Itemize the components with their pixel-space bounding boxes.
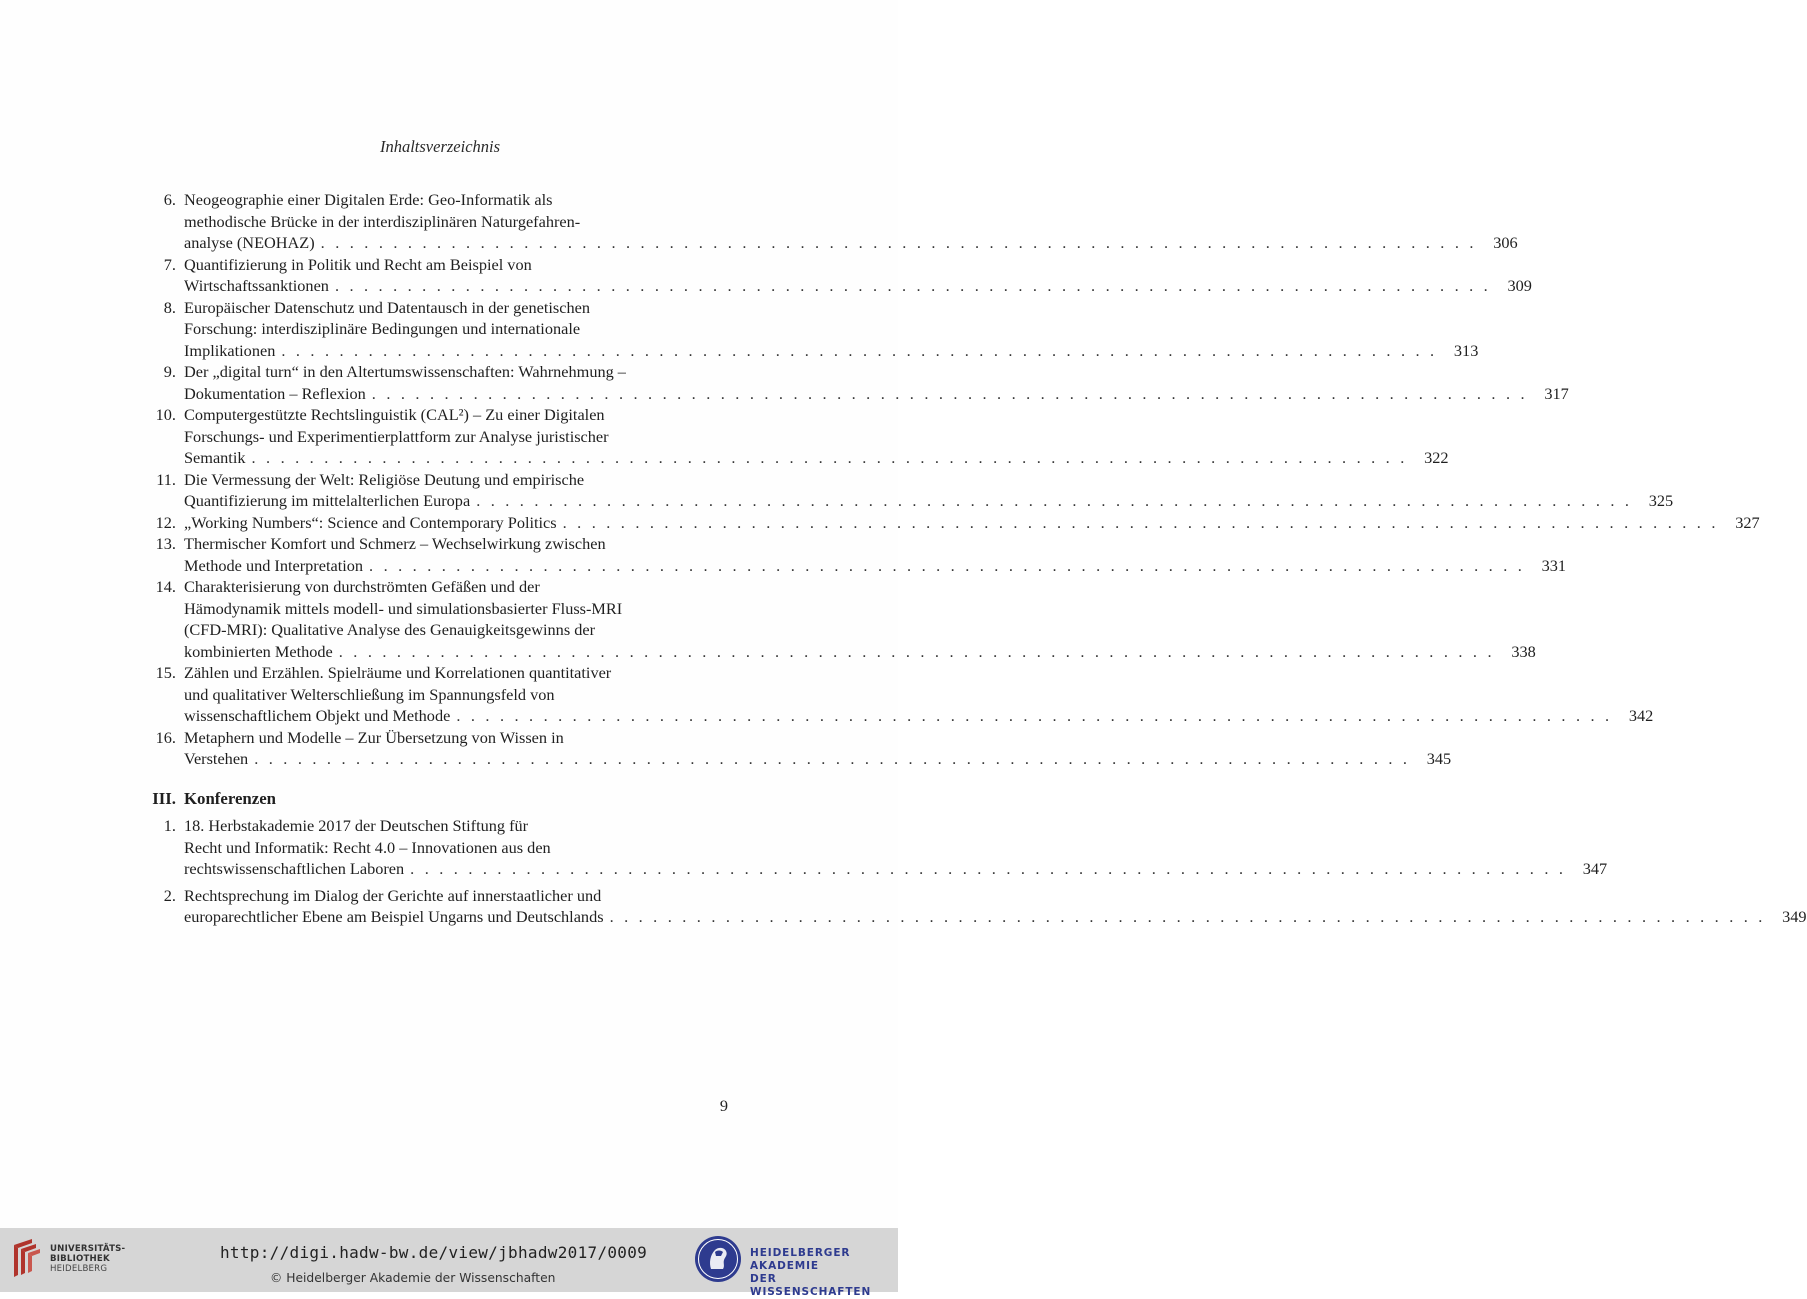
toc-entry[interactable]	[150, 662, 1654, 727]
hadw-line-1: HEIDELBERGER AKADEMIE	[750, 1247, 851, 1272]
toc-entry-title-line: Metaphern und Modelle – Zur Übersetzung von Wissen in	[184, 727, 564, 747]
toc-entry-title-line: wissenschaftlichem Objekt und Methode	[184, 706, 451, 725]
dot-leader: . . . . . . . . . . . . . . . . . . . . . . . . . . . . . . . . . . . . . . . . . . . . . . . . . . . . . . . . . . . . . . . . . . . . . . . . . . . . . . . .	[254, 749, 1411, 768]
toc-entry-number: 15.	[155, 663, 176, 682]
ub-line-1: UNIVERSITÄTS-	[50, 1244, 126, 1254]
dot-leader: . . . . . . . . . . . . . . . . . . . . . . . . . . . . . . . . . . . . . . . . . . . . . . . . . . . . . . . . . . . . . . . . . . . . . . . . . . . . . . . .	[369, 555, 1526, 575]
toc-entry-title-line: 18. Herbstakademie 2017 der Deutschen Stiftung für	[184, 816, 529, 835]
toc-entry-number: 9.	[163, 362, 176, 381]
toc-entry-title-line: Recht und Informatik: Recht 4.0 – Innovationen aus den	[184, 837, 551, 857]
toc-entry[interactable]	[150, 404, 1449, 469]
toc-entry-title-line: europarechtlicher Ebene am Beispiel Ungarns und Deutschlands	[184, 907, 604, 926]
toc-entry-title-line: (CFD-MRI): Qualitative Analyse des Genauigkeitsgewinns der	[184, 620, 596, 639]
toc-entry-title-line: Zählen und Erzählen. Spielräume und Korrelationen quantitativer	[184, 663, 612, 682]
toc-page-number: 325	[1648, 491, 1674, 510]
toc-page-number: 322	[1424, 448, 1449, 467]
toc-entry-title-line: Forschung: interdisziplinäre Bedingungen und internationale	[184, 319, 581, 338]
toc-entry-title-line: Implikationen	[184, 340, 276, 360]
toc-entry[interactable]	[150, 815, 1608, 880]
dot-leader: . . . . . . . . . . . . . . . . . . . . . . . . . . . . . . . . . . . . . . . . . . . . . . . . . . . . . . . . . . . . . . . . . . . . . . . . . . . . . . . .	[456, 706, 1613, 725]
ub-line-3: HEIDELBERG	[50, 1264, 108, 1274]
toc-entry-title-line: Der „digital turn“ in den Altertumswissenschaften: Wahrnehmung –	[184, 362, 626, 381]
toc-page-number: 331	[1541, 555, 1567, 575]
toc-entry-number: 10.	[155, 405, 176, 424]
toc-entry-title-line: Semantik	[184, 448, 246, 467]
dot-leader: . . . . . . . . . . . . . . . . . . . . . . . . . . . . . . . . . . . . . . . . . . . . . . . . . . . . . . . . . . . . . . . . . . . . . . . . . . . . . . . .	[609, 907, 1766, 926]
toc-entry-title-line: Methode und Interpretation	[184, 555, 364, 575]
toc-entry[interactable]	[150, 533, 1567, 576]
ub-line-2: BIBLIOTHEK	[50, 1254, 110, 1264]
toc-page-number: 317	[1544, 383, 1569, 403]
toc-entry-number: 1.	[163, 816, 176, 835]
toc-entry-title-line: Neogeographie einer Digitalen Erde: Geo-Informatik als	[184, 190, 553, 209]
toc-entry-title-line: Rechtsprechung im Dialog der Gerichte auf innerstaatlicher und	[184, 885, 602, 905]
dot-leader: . . . . . . . . . . . . . . . . . . . . . . . . . . . . . . . . . . . . . . . . . . . . . . . . . . . . . . . . . . . . . . . . . . . . . . . . . . . . . . . .	[562, 512, 1719, 532]
page-number: 9	[719, 1096, 728, 1115]
toc-entry-number: 16.	[155, 727, 176, 747]
toc-entry[interactable]	[150, 727, 1452, 770]
toc-entry[interactable]	[150, 297, 1479, 362]
hadw-wordmark[interactable]	[750, 1247, 898, 1299]
toc-entry-title-line: Quantifizierung im mittelalterlichen Europa	[184, 491, 471, 510]
toc-entry-title-line: „Working Numbers“: Science and Contemporary Politics	[184, 512, 557, 532]
toc-entry-number: 11.	[156, 469, 176, 489]
running-head: Inhaltsverzeichnis	[379, 137, 501, 156]
dot-leader: . . . . . . . . . . . . . . . . . . . . . . . . . . . . . . . . . . . . . . . . . . . . . . . . . . . . . . . . . . . . . . . . . . . . . . . . . . . . . . . .	[251, 448, 1408, 467]
toc-entry-title-line: Hämodynamik mittels modell- und simulationsbasierter Fluss-MRI	[184, 598, 623, 618]
toc-entry-title-line: Die Vermessung der Welt: Religiöse Deutung und empirische	[184, 469, 585, 489]
toc-entry-number: 6.	[163, 190, 176, 209]
ub-heidelberg-wordmark[interactable]	[50, 1244, 125, 1274]
toc-entry[interactable]	[150, 512, 1760, 534]
toc-entry-number: 7.	[163, 254, 176, 274]
toc-entry[interactable]	[150, 361, 1569, 404]
toc-page-number: 349	[1782, 907, 1807, 926]
toc-entry-title-line: und qualitativer Welterschließung im Spannungsfeld von	[184, 684, 555, 704]
toc-entry[interactable]	[150, 885, 1807, 928]
viewer-footer	[0, 1228, 898, 1298]
toc-page-number: 345	[1426, 749, 1452, 768]
toc-entry-number: 2.	[163, 885, 176, 905]
toc-entry-title-line: methodische Brücke in der interdisziplinären Naturgefahren-	[184, 211, 581, 231]
section-number: III.	[152, 788, 176, 808]
dot-leader: . . . . . . . . . . . . . . . . . . . . . . . . . . . . . . . . . . . . . . . . . . . . . . . . . . . . . . . . . . . . . . . . . . . . . . . . . . . . . . . .	[338, 641, 1495, 661]
toc-entry-title-line: Dokumentation – Reflexion	[184, 383, 366, 403]
toc-entry-title-line: rechtswissenschaftlichen Laboren	[184, 859, 405, 878]
section-title: Konferenzen	[184, 788, 276, 808]
dot-leader: . . . . . . . . . . . . . . . . . . . . . . . . . . . . . . . . . . . . . . . . . . . . . . . . . . . . . . . . . . . . . . . . . . . . . . . . . . . . . . . .	[334, 276, 1491, 295]
toc-entry-title-line: Charakterisierung von durchströmten Gefäßen und der	[184, 577, 540, 596]
toc-entry[interactable]	[150, 189, 1518, 254]
copyright-notice: © Heidelberger Akademie der Wissenschaften	[270, 1271, 556, 1285]
hadw-seal-icon[interactable]	[694, 1235, 742, 1283]
hadw-line-2: DER WISSENSCHAFTEN	[750, 1273, 872, 1298]
toc-entry[interactable]	[150, 469, 1674, 512]
toc-entry-title-line: Wirtschaftssanktionen	[184, 276, 329, 295]
section-heading	[150, 788, 730, 810]
toc-entry-title-line: Thermischer Komfort und Schmerz – Wechselwirkung zwischen	[184, 534, 606, 553]
toc-entry[interactable]	[150, 576, 1536, 662]
toc-entry-number: 12.	[155, 512, 176, 532]
toc-entry-title-line: Quantifizierung in Politik und Recht am Beispiel von	[184, 254, 532, 274]
toc-entry-title-line: Computergestützte Rechtslinguistik (CAL²) – Zu einer Digitalen	[184, 405, 605, 424]
toc-page-number: 306	[1493, 233, 1518, 252]
toc-page-number: 338	[1511, 641, 1536, 661]
dot-leader: . . . . . . . . . . . . . . . . . . . . . . . . . . . . . . . . . . . . . . . . . . . . . . . . . . . . . . . . . . . . . . . . . . . . . . . . . . . . . . . .	[410, 859, 1567, 878]
ub-heidelberg-logo-icon[interactable]	[10, 1237, 46, 1279]
toc-entry[interactable]	[150, 254, 1532, 297]
toc-entry-title-line: analyse (NEOHAZ)	[184, 233, 315, 252]
toc-page-number: 347	[1582, 859, 1608, 878]
dot-leader: . . . . . . . . . . . . . . . . . . . . . . . . . . . . . . . . . . . . . . . . . . . . . . . . . . . . . . . . . . . . . . . . . . . . . . . . . . . . . . . .	[476, 491, 1633, 510]
permalink-url[interactable]: http://digi.hadw-bw.de/view/jbhadw2017/0009	[220, 1243, 648, 1262]
toc-entry-title-line: Verstehen	[184, 749, 249, 768]
toc-page-number: 342	[1628, 706, 1654, 725]
dot-leader: . . . . . . . . . . . . . . . . . . . . . . . . . . . . . . . . . . . . . . . . . . . . . . . . . . . . . . . . . . . . . . . . . . . . . . . . . . . . . . . .	[320, 233, 1477, 252]
toc-page-number: 313	[1453, 340, 1479, 360]
table-of-contents	[150, 189, 1807, 928]
dot-leader: . . . . . . . . . . . . . . . . . . . . . . . . . . . . . . . . . . . . . . . . . . . . . . . . . . . . . . . . . . . . . . . . . . . . . . . . . . . . . . . .	[371, 383, 1528, 403]
toc-entry-title-line: kombinierten Methode	[184, 641, 333, 661]
toc-page-number: 309	[1507, 276, 1532, 295]
toc-entry-number: 8.	[163, 297, 176, 317]
toc-entry-title-line: Forschungs- und Experimentierplattform zur Analyse juristischer	[184, 426, 609, 446]
toc-page-number: 327	[1735, 512, 1760, 532]
toc-entry-title-line: Europäischer Datenschutz und Datentausch in der genetischen	[184, 297, 590, 317]
dot-leader: . . . . . . . . . . . . . . . . . . . . . . . . . . . . . . . . . . . . . . . . . . . . . . . . . . . . . . . . . . . . . . . . . . . . . . . . . . . . . . . .	[281, 340, 1438, 360]
toc-entry-number: 14.	[155, 577, 176, 596]
toc-entry-number: 13.	[155, 534, 176, 553]
